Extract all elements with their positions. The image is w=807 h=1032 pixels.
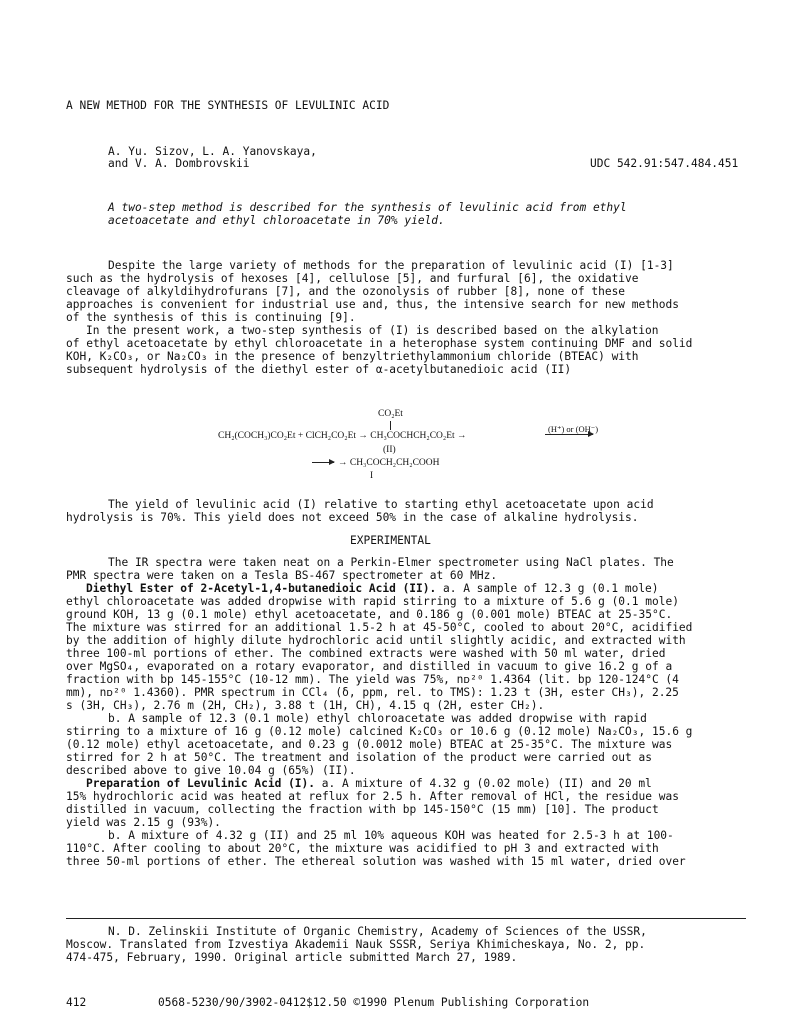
run-in-heading: Diethyl Ester of 2-Acetyl-1,4-butanedioic Acid (II).	[86, 582, 437, 595]
exp-line-4: ethyl chloroacetate was added dropwise with rapid stirring to a mixture of 5.6 g (0.1 mole)	[66, 595, 679, 608]
scheme-arrow	[545, 434, 593, 435]
exp-line-7: by the addition of highly dilute hydrochloric acid until slightly acidic, and extracted with	[66, 634, 686, 647]
exp-line-12: s (3H, CH₃), 2.76 m (2H, CH₂), 3.88 t (1H, CH), 4.15 q (2H, ester CH₂).	[66, 699, 545, 712]
scheme-conditions: (H⁺) or (OH⁻)	[548, 424, 599, 434]
exp-line-13: b. A sample of 12.3 (0.1 mole) ethyl chloroacetate was added dropwise with rapid	[108, 712, 647, 725]
exp-line-8: three 100-ml portions of ether. The combined extracts were washed with 50 ml water, dried	[66, 647, 666, 660]
scheme-bond-line	[390, 421, 391, 430]
footnote-line-1: N. D. Zelinskii Institute of Organic Chemistry, Academy of Sciences of the USSR,	[108, 925, 647, 938]
exp-line-5: ground KOH, 13 g (0.1 mole) ethyl acetoacetate, and 0.186 g (0.001 mole) BTEAC at 25-35°C.	[66, 608, 673, 621]
scheme-substituent: CO₂Et	[378, 409, 403, 419]
scheme-arrow-product	[312, 462, 334, 463]
experimental-heading: EXPERIMENTAL	[350, 534, 431, 547]
exp-line-11: mm), nᴅ²⁰ 1.4360). PMR spectrum in CCl₄ (δ, ppm, rel. to TMS): 1.23 t (3H, ester CH₃), 2.25	[66, 686, 679, 699]
intro-line-5: of the synthesis of this is continuing [9].	[66, 311, 356, 324]
page-number: 412	[66, 996, 87, 1009]
run-in-heading: Preparation of Levulinic Acid (I).	[86, 777, 316, 790]
footnote-line-3: 474-475, February, 1990. Original article submitted March 27, 1989.	[66, 951, 518, 964]
intro-line-6: In the present work, a two-step synthesis of (I) is described based on the alkylation	[86, 324, 659, 337]
authors-line-1: A. Yu. Sizov, L. A. Yanovskaya,	[108, 145, 317, 158]
exp-line-9: over MgSO₄, evaporated on a rotary evaporator, and distilled in vacuum to give 16.2 g of a	[66, 660, 673, 673]
exp-line-18: Preparation of Levulinic Acid (I). a. A mixture of 4.32 g (0.02 mole) (II) and 20 ml	[86, 777, 652, 790]
exp-line-6: The mixture was stirred for an additional 1.5-2 h at 45-50°C, cooled to about 20°C, acidified	[66, 621, 693, 634]
intro-line-8: KOH, K₂CO₃, or Na₂CO₃ in the presence of benzyltriethylammonium chloride (BTEAC) with	[66, 350, 639, 363]
exp-line-23: 110°C. After cooling to about 20°C, the mixture was acidified to pH 3 and extracted with	[66, 842, 659, 855]
exp-line-2: PMR spectra were taken on a Tesla BS-467 spectrometer at 60 MHz.	[66, 569, 498, 582]
yield-line-2: hydrolysis is 70%. This yield does not exceed 50% in the case of alkaline hydrolysis.	[66, 511, 639, 524]
exp-line-20: distilled in vacuum, collecting the fraction with bp 145-150°C (15 mm) [10]. The product	[66, 803, 659, 816]
exp-line-19: 15% hydrochloric acid was heated at reflux for 2.5 h. After removal of HCl, the residue was	[66, 790, 679, 803]
exp-line-15: (0.12 mole) ethyl acetoacetate, and 0.23 g (0.0012 mole) BTEAC at 25-35°C. The mixture was	[66, 738, 673, 751]
exp-line-21: yield was 2.15 g (93%).	[66, 816, 221, 829]
exp-line-22: b. A mixture of 4.32 g (II) and 25 ml 10% aqueous KOH was heated for 2.5-3 h at 100-	[108, 829, 674, 842]
exp-line-10: fraction with bp 145-155°C (10-12 mm). The yield was 75%, nᴅ²⁰ 1.4364 (lit. bp 120-124°C (4	[66, 673, 679, 686]
intro-line-4: approaches is convenient for industrial use and, thus, the intensive search for new methods	[66, 298, 679, 311]
intro-line-9: subsequent hydrolysis of the diethyl ester of α-acetylbutanedioic acid (II)	[66, 363, 572, 376]
scheme-label-II: (II)	[383, 445, 396, 455]
exp-line-1: The IR spectra were taken neat on a Perkin-Elmer spectrometer using NaCl plates. The	[108, 556, 674, 569]
authors-line-2: and V. A. Dombrovskii	[108, 157, 250, 170]
udc-code: UDC 542.91:547.484.451	[590, 157, 739, 170]
exp-line-24: three 50-ml portions of ether. The ethereal solution was washed with 15 ml water, dried over	[66, 855, 686, 868]
intro-line-7: of ethyl acetoacetate by ethyl chloroacetate in a heterophase system continuing DMF and solid	[66, 337, 693, 350]
abstract-line-1: A two-step method is described for the synthesis of levulinic acid from ethyl	[108, 201, 627, 214]
scheme-reaction: CH₂(COCH₃)CO₂Et + ClCH₂CO₂Et → CH₃COCHCH₂CO₂Et →	[218, 431, 467, 441]
article-title: A NEW METHOD FOR THE SYNTHESIS OF LEVULINIC ACID	[66, 99, 390, 112]
exp-line-17: described above to give 10.04 g (65%) (II).	[66, 764, 356, 777]
footnote-line-2: Moscow. Translated from Izvestiya Akademii Nauk SSSR, Seriya Khimicheskaya, No. 2, pp.	[66, 938, 646, 951]
intro-line-3: cleavage of alkyldihydrofurans [7], and the ozonolysis of rubber [8], none of these	[66, 285, 626, 298]
abstract-line-2: acetoacetate and ethyl chloroacetate in 70% yield.	[108, 214, 445, 227]
intro-line-2: such as the hydrolysis of hexoses [4], cellulose [5], and furfural [6], the oxidative	[66, 272, 639, 285]
yield-line-1: The yield of levulinic acid (I) relative to starting ethyl acetoacetate upon acid	[108, 498, 654, 511]
intro-line-1: Despite the large variety of methods for the preparation of levulinic acid (I) [1-3]	[108, 259, 674, 272]
exp-line-3: Diethyl Ester of 2-Acetyl-1,4-butanedioic Acid (II). a. A sample of 12.3 g (0.1 mole)	[86, 582, 659, 595]
exp-line-14: stirring to a mixture of 16 g (0.12 mole) calcined K₂CO₃ or 10.6 g (0.12 mole) Na₂CO₃, 15.6 g	[66, 725, 693, 738]
scheme-label-I: I	[370, 471, 374, 481]
scheme-product: → CH₃COCH₂CH₂COOH	[338, 458, 440, 468]
exp-line-16: stirred for 2 h at 50°C. The treatment and isolation of the product were carried out as	[66, 751, 652, 764]
copyright-line: 0568-5230/90/3902-0412$12.50 ©1990 Plenum Publishing Corporation	[158, 996, 590, 1009]
footnote-rule	[66, 918, 746, 919]
